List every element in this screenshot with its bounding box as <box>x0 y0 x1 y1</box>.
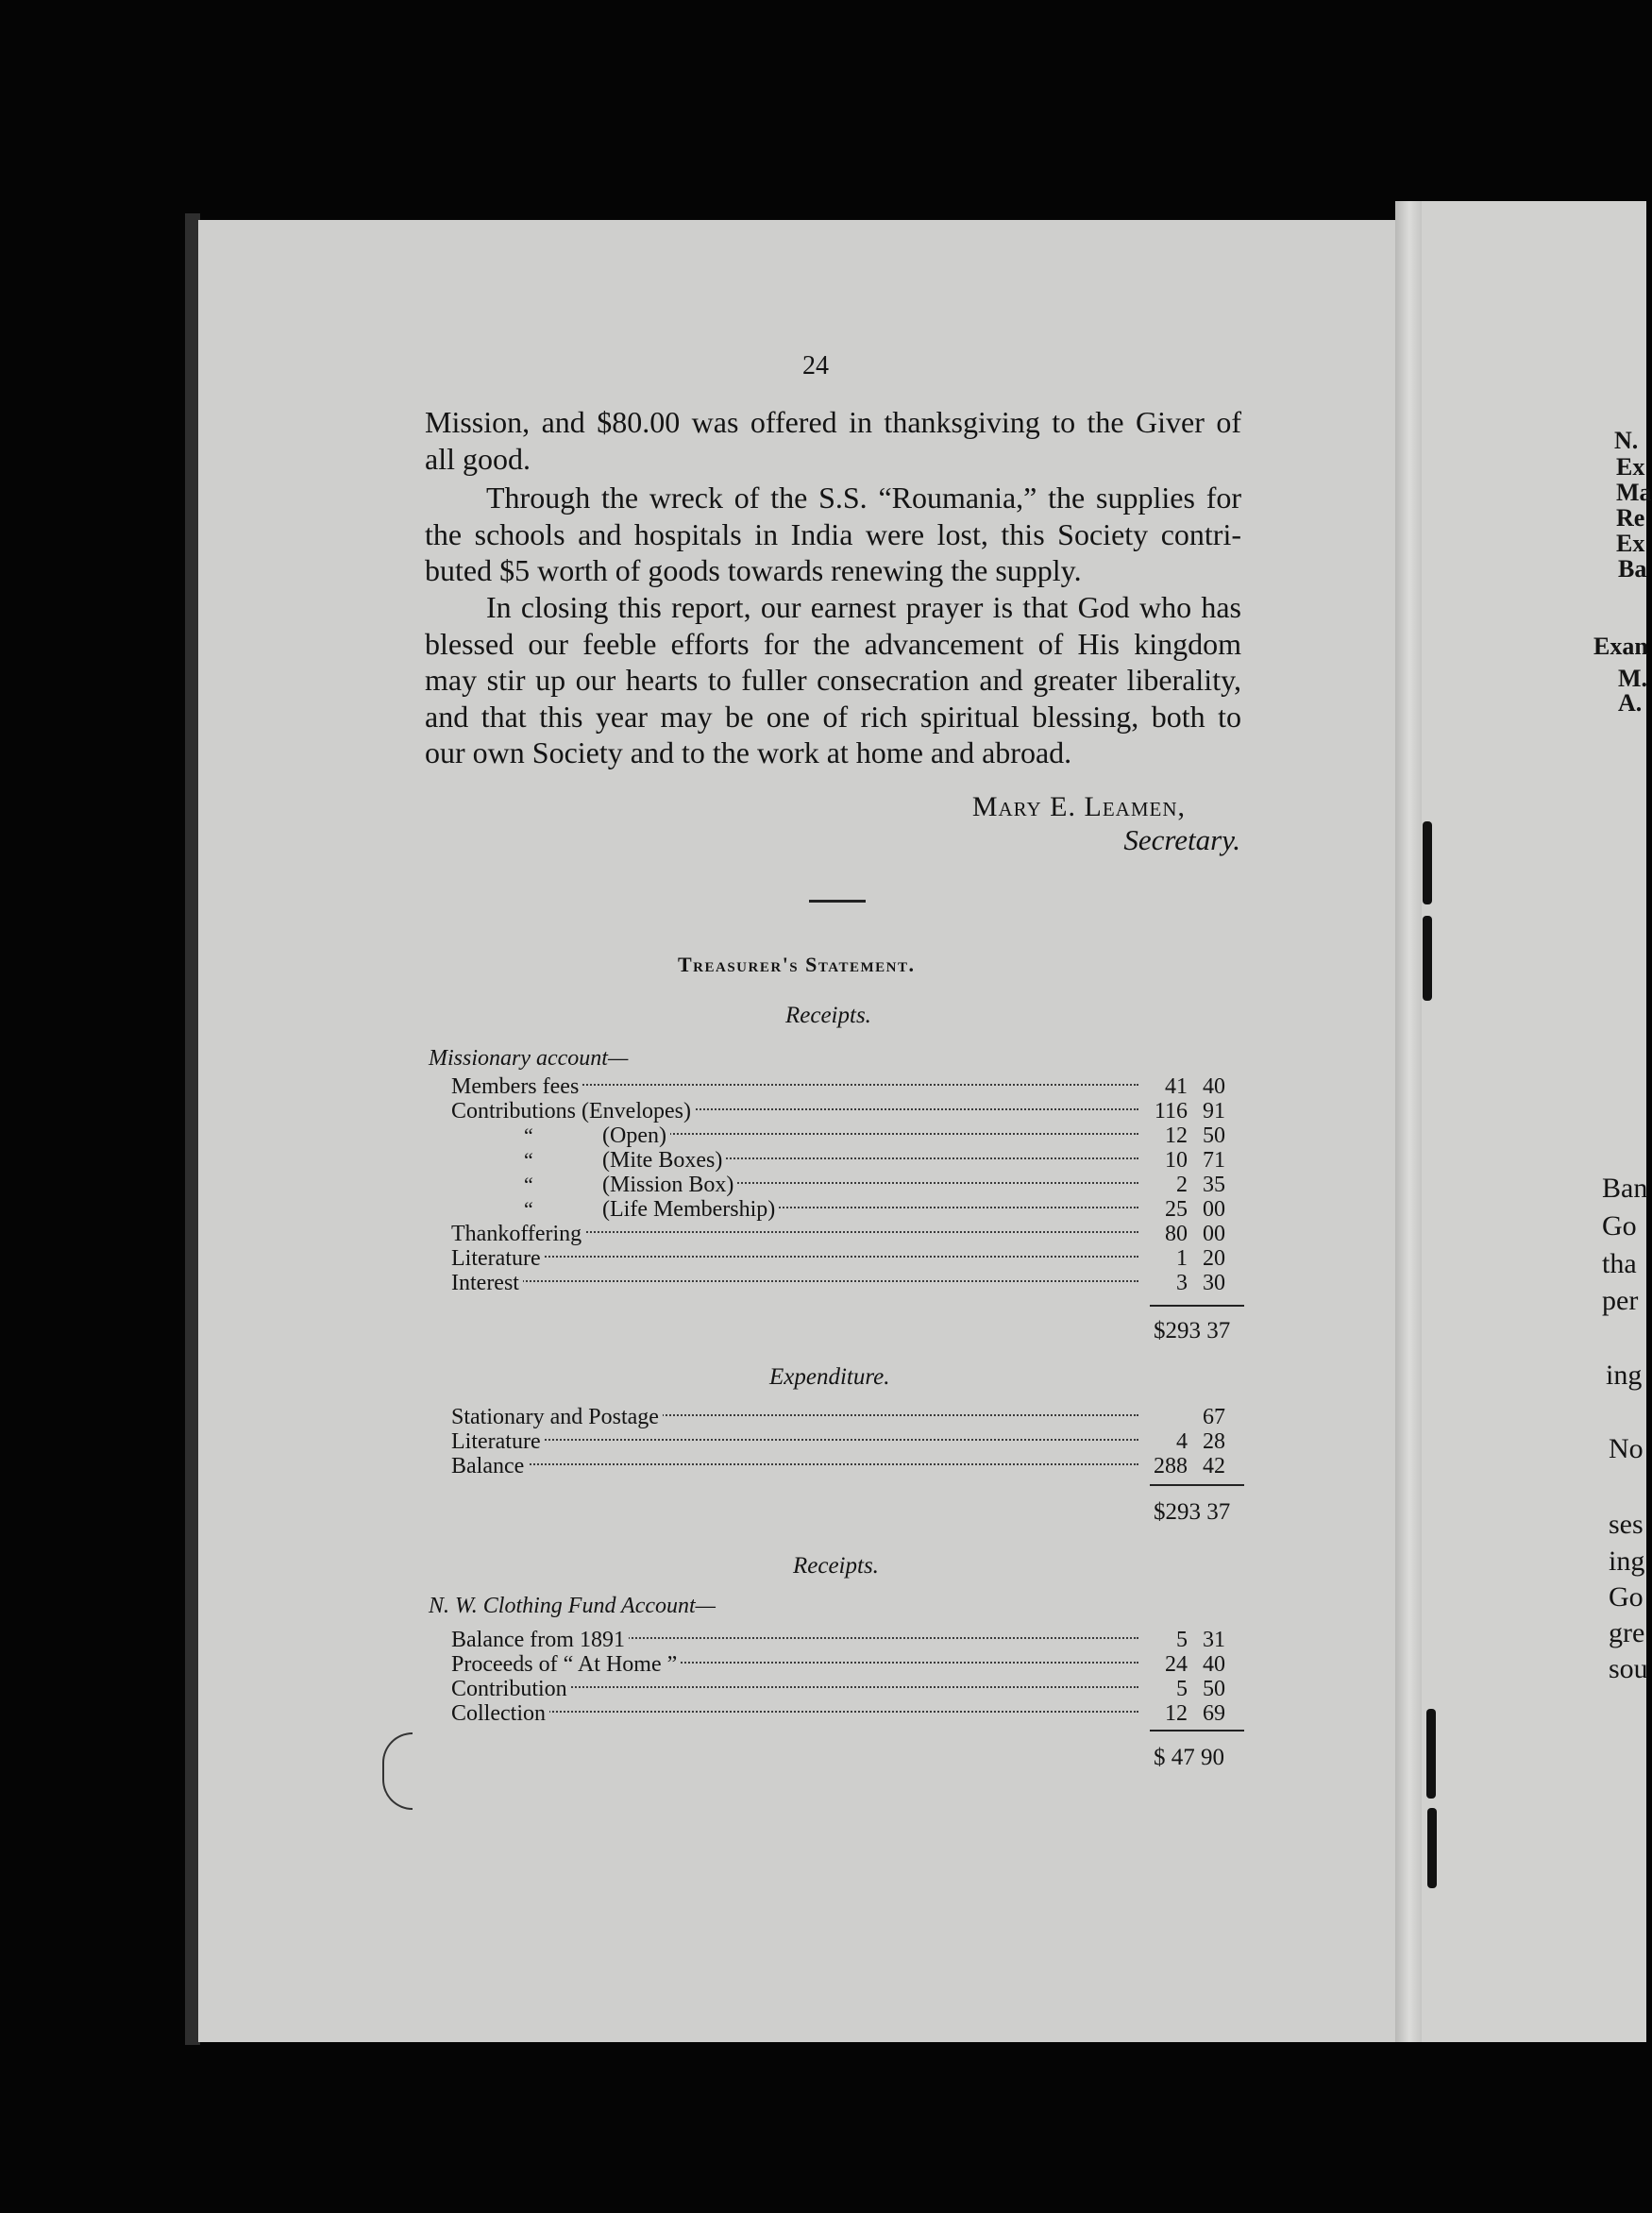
text-line: buted $5 worth of goods towards renewing the supply. <box>425 553 1082 587</box>
table-row: Members fees 41 40 <box>451 1074 1225 1099</box>
right-page-fragment: Ma <box>1616 479 1652 506</box>
right-page <box>1422 201 1646 2042</box>
right-page-fragment: Go <box>1609 1581 1644 1613</box>
page-number: 24 <box>802 351 829 380</box>
table-row: Contributions (Envelopes) 116 91 <box>451 1099 1225 1123</box>
binding-thread <box>1426 1709 1436 1799</box>
table-row: (Mission Box) “ 2 35 <box>451 1173 1244 1197</box>
section-divider <box>809 900 866 903</box>
right-page-fragment: ing <box>1606 1360 1643 1391</box>
text-line: may stir up our hearts to fuller consecration and greater liberality, <box>425 663 1241 697</box>
binding-thread <box>1423 821 1432 904</box>
right-page-fragment: gre <box>1609 1617 1645 1648</box>
right-page-fragment: Go <box>1602 1210 1637 1242</box>
table-row: Stationary and Postage 67 <box>451 1405 1225 1429</box>
table-row: Proceeds of “ At Home ” 24 40 <box>451 1652 1225 1677</box>
clothing-rows <box>451 1628 1244 1726</box>
signature-title: Secretary. <box>1123 823 1240 856</box>
table-row: (Life Membership) “ 25 00 <box>451 1197 1244 1222</box>
clothing-account-label: N. W. Clothing Fund Account— <box>429 1594 716 1618</box>
missionary-rows <box>451 1074 1244 1295</box>
right-page-fragment: Re <box>1616 504 1645 532</box>
table-row: Balance from 1891 5 31 <box>451 1628 1225 1652</box>
right-page-fragment: Ban <box>1602 1173 1648 1204</box>
paragraph-1 <box>425 404 1241 477</box>
clothing-total: $ 47 90 <box>1154 1745 1224 1770</box>
signature-name: Mary E. Leamen, <box>971 791 1186 822</box>
right-page-fragment: per <box>1602 1285 1639 1316</box>
text-line: blessed our feeble efforts for the advancement of His kingdom <box>425 626 1241 661</box>
table-row: (Mite Boxes) “ 10 71 <box>451 1148 1244 1173</box>
receipts-heading-2: Receipts. <box>793 1553 879 1579</box>
binding-thread <box>1427 1808 1437 1888</box>
table-row: Thankoffering 80 00 <box>451 1222 1225 1246</box>
table-row: Literature 1 20 <box>451 1246 1225 1271</box>
right-page-fragment: No <box>1609 1433 1644 1464</box>
paragraph-3 <box>425 589 1241 771</box>
table-row: Contribution 5 50 <box>451 1677 1225 1701</box>
text-line: all good. <box>425 441 531 476</box>
text-line: Through the wreck of the S.S. “Roumania,” the supplies for <box>486 481 1241 515</box>
text-line: Mission, and $80.00 was offered in thanksgiving to the Giver of <box>425 405 1241 439</box>
right-page-fragment: sou <box>1609 1653 1648 1684</box>
sum-rule <box>1150 1305 1244 1307</box>
right-page-fragment: Exan <box>1593 633 1648 660</box>
right-page-fragment: N. <box>1614 427 1639 454</box>
sum-rule <box>1150 1484 1244 1486</box>
table-row: Interest 3 30 <box>451 1271 1225 1295</box>
expenditure-total: $293 37 <box>1154 1499 1231 1525</box>
book-gutter <box>1395 201 1424 2042</box>
expenditure-rows <box>451 1405 1244 1478</box>
text-line: In closing this report, our earnest prayer is that God who has <box>486 590 1241 624</box>
right-page-fragment: Ex <box>1616 530 1645 557</box>
table-row: Collection 12 69 <box>451 1701 1225 1726</box>
right-page-fragment: tha <box>1602 1248 1637 1279</box>
right-page-fragment: M. <box>1618 665 1648 692</box>
statement-heading: Treasurer's Statement. <box>678 953 916 976</box>
missionary-total: $293 37 <box>1154 1318 1231 1343</box>
table-row: Literature 4 28 <box>451 1429 1225 1454</box>
receipts-heading: Receipts. <box>785 1003 871 1028</box>
table-row: Balance 288 42 <box>451 1454 1225 1478</box>
sum-rule <box>1150 1730 1244 1732</box>
text-line: the schools and hospitals in India were lost, this Society contri- <box>425 516 1241 551</box>
right-page-fragment: A. <box>1618 689 1643 717</box>
right-page-fragment: ing <box>1609 1546 1645 1577</box>
table-row: (Open) “ 12 50 <box>451 1123 1244 1148</box>
right-page-fragment: Ex <box>1616 453 1645 481</box>
right-page-fragment: Ba <box>1618 555 1647 583</box>
text-line: and that this year may be one of rich spiritual blessing, both to <box>425 699 1241 734</box>
binding-thread <box>1423 916 1432 1001</box>
right-page-fragment: ses <box>1609 1509 1644 1540</box>
paragraph-2 <box>425 480 1241 589</box>
expenditure-heading: Expenditure. <box>769 1364 890 1390</box>
text-line: our own Society and to the work at home and abroad. <box>425 735 1072 769</box>
missionary-account-label: Missionary account— <box>429 1046 629 1071</box>
